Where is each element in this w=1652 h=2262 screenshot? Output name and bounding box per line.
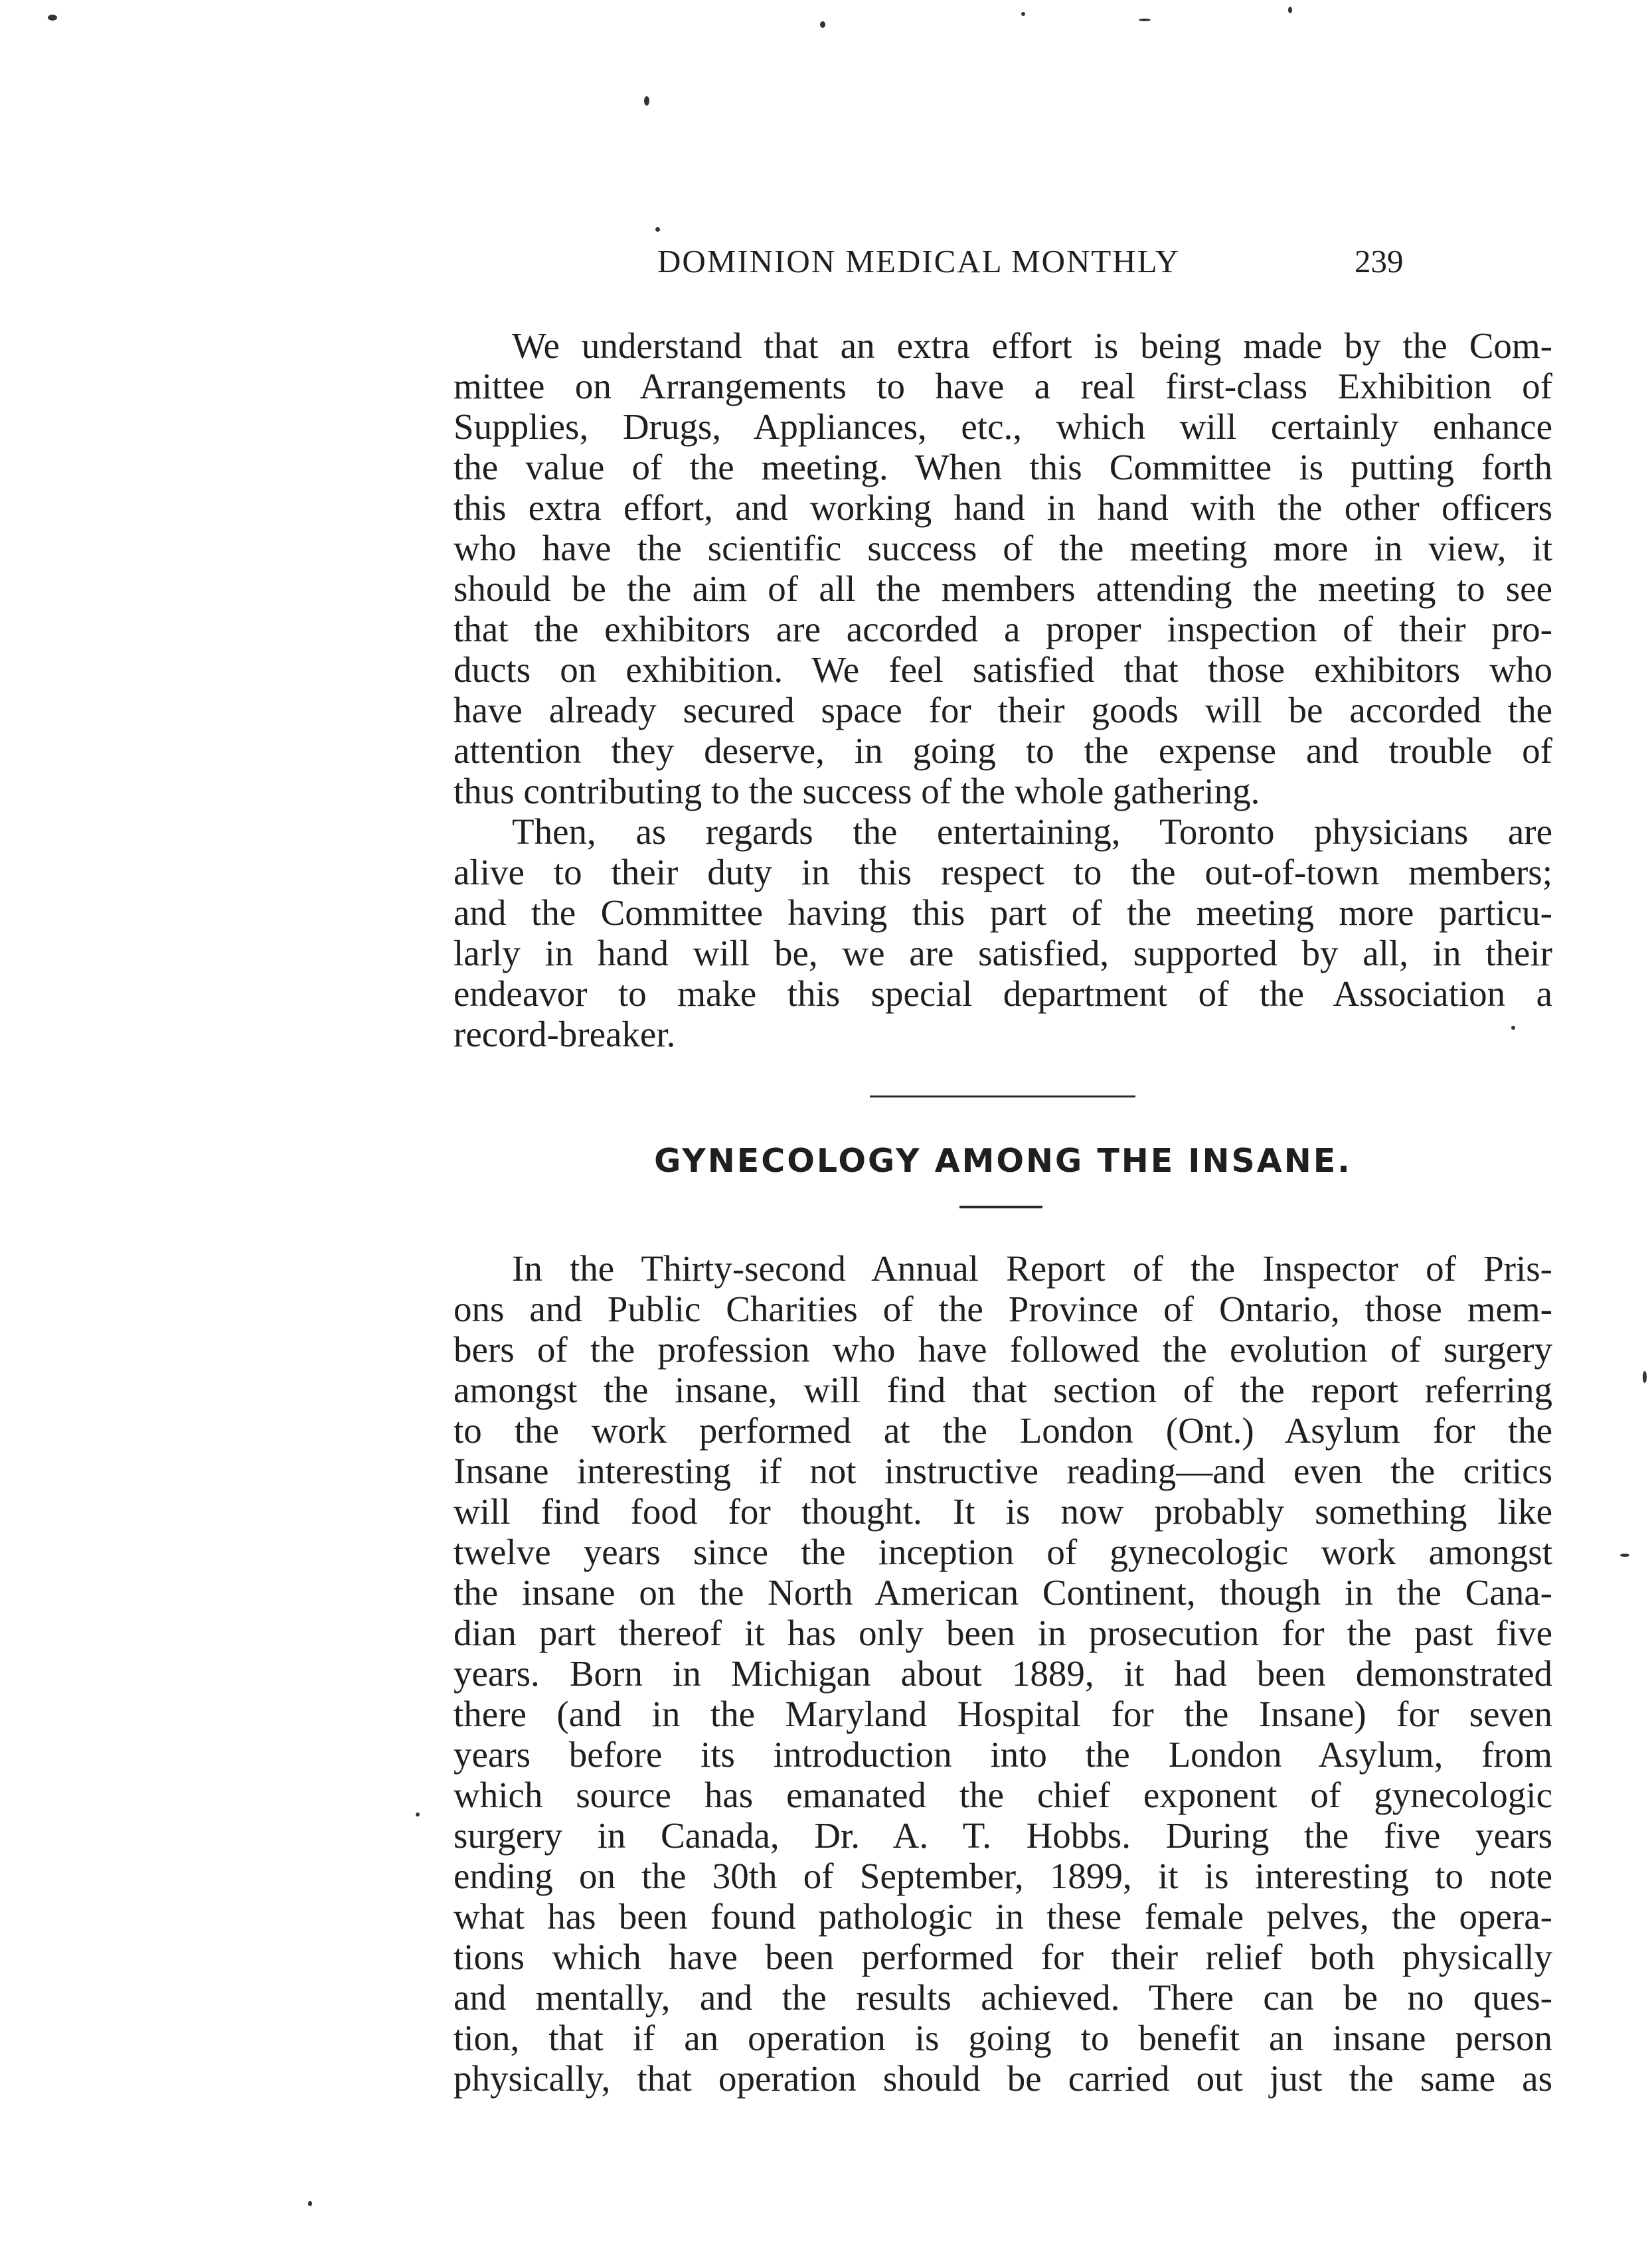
text-line: what has been found pathologic in these female pelves, the opera- xyxy=(454,1896,1552,1937)
text-line: In the Thirty-second Annual Report of the Inspector of Pris- xyxy=(512,1248,1552,1289)
text-line: that the exhibitors are accorded a proper inspection of their pro- xyxy=(454,609,1552,649)
text-line: to the work performed at the London (Ont.) Asylum for the xyxy=(454,1410,1552,1451)
text-line: have already secured space for their goods will be accorded the xyxy=(454,690,1552,730)
scan-speck xyxy=(1643,1371,1647,1383)
scan-speck xyxy=(308,2201,312,2206)
text-line: ducts on exhibition. We feel satisfied that those exhibitors who xyxy=(454,649,1552,690)
text-line: Supplies, Drugs, Appliances, etc., which will certainly enhance xyxy=(454,406,1552,447)
text-line: surgery in Canada, Dr. A. T. Hobbs. During the five years xyxy=(454,1815,1552,1856)
scan-speck xyxy=(1511,1026,1515,1030)
text-line: larly in hand will be, we are satisfied, supported by all, in their xyxy=(454,933,1552,973)
text-line: tion, that if an operation is going to benefit an insane person xyxy=(454,2018,1552,2058)
text-line: years. Born in Michigan about 1889, it had been demonstrated xyxy=(454,1653,1552,1694)
scan-speck xyxy=(416,1813,420,1817)
text-line: which source has emanated the chief exponent of gynecologic xyxy=(454,1775,1552,1815)
gynecology-paragraph xyxy=(454,1248,1552,2099)
text-line: ending on the 30th of September, 1899, it is interesting to note xyxy=(454,1856,1552,1896)
section-divider xyxy=(870,1095,1135,1097)
title-underline xyxy=(959,1206,1042,1208)
text-line: the insane on the North American Continent, though in the Cana- xyxy=(454,1572,1552,1613)
article-title: GYNECOLOGY AMONG THE INSANE. xyxy=(654,1142,1352,1180)
text-line: this extra effort, and working hand in hand with the other officers xyxy=(454,487,1552,528)
scan-speck xyxy=(820,21,825,28)
text-line: and the Committee having this part of the meeting more particu- xyxy=(454,892,1552,933)
text-line: mittee on Arrangements to have a real first-class Exhibition of xyxy=(454,366,1552,406)
text-line: We understand that an extra effort is being made by the Com- xyxy=(512,325,1552,366)
text-line: attention they deserve, in going to the expense and trouble of xyxy=(454,730,1552,771)
scan-speck xyxy=(1139,19,1151,21)
page-header xyxy=(657,242,1652,289)
scan-speck xyxy=(1021,12,1025,16)
text-line: thus contributing to the success of the whole gathering. xyxy=(454,771,1260,811)
scan-speck xyxy=(1288,7,1292,13)
text-line: years before its introduction into the London Asylum, from xyxy=(454,1734,1552,1775)
page-number: 239 xyxy=(1355,243,1404,280)
text-line: tions which have been performed for their relief both physically xyxy=(454,1937,1552,1977)
text-line: bers of the profession who have followed the evolution of surgery xyxy=(454,1329,1552,1370)
text-line: Insane interesting if not instructive reading—and even the critics xyxy=(454,1451,1552,1491)
text-line: the value of the meeting. When this Committee is putting forth xyxy=(454,447,1552,487)
text-line: dian part thereof it has only been in prosecution for the past five xyxy=(454,1613,1552,1653)
text-line: twelve years since the inception of gynecologic work amongst xyxy=(454,1532,1552,1572)
text-line: endeavor to make this special department of the Association a xyxy=(454,973,1552,1014)
text-line: and mentally, and the results achieved. There can be no ques- xyxy=(454,1977,1552,2018)
running-title: DOMINION MEDICAL MONTHLY xyxy=(657,243,1181,280)
text-line: who have the scientific success of the meeting more in view, it xyxy=(454,528,1552,568)
entertaining-paragraph xyxy=(454,811,1552,1054)
scan-speck xyxy=(48,15,57,21)
text-line: Then, as regards the entertaining, Toronto physicians are xyxy=(512,811,1552,852)
text-line: should be the aim of all the members attending the meeting to see xyxy=(454,568,1552,609)
text-line: ons and Public Charities of the Province of Ontario, those mem- xyxy=(454,1289,1552,1329)
text-line: there (and in the Maryland Hospital for the Insane) for seven xyxy=(454,1694,1552,1734)
text-line: will find food for thought. It is now probably something like xyxy=(454,1491,1552,1532)
text-line: alive to their duty in this respect to the out-of-town members; xyxy=(454,852,1552,892)
text-line: amongst the insane, will find that section of the report referring xyxy=(454,1370,1552,1410)
text-line: physically, that operation should be carried out just the same as xyxy=(454,2058,1552,2099)
scan-speck xyxy=(1620,1554,1629,1557)
text-line: record-breaker. xyxy=(454,1014,676,1054)
scan-speck xyxy=(644,96,649,106)
exhibition-paragraph xyxy=(454,325,1552,811)
scan-speck xyxy=(655,227,660,232)
